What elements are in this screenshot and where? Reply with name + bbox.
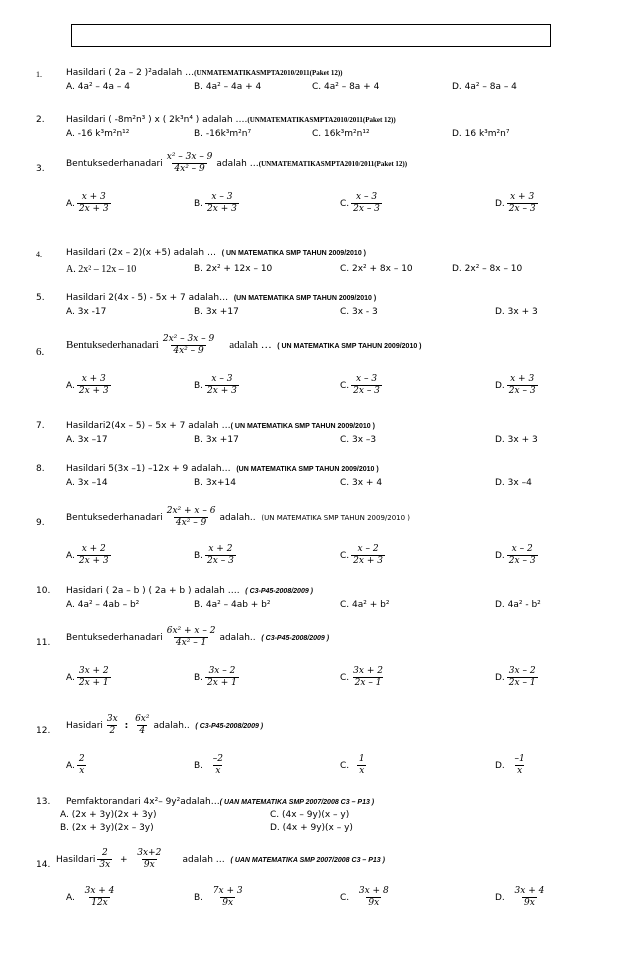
option-a[interactable]: A. $\frac{x + 2}{2x + 3}$ — [66, 544, 109, 566]
option-b[interactable]: B. 3x +17 — [194, 435, 239, 445]
question-stem: Bentuksederhanadari $\frac{\text{6x² + x – 2}}{\text{4x² – 1}}$ adalah.. ( C3-P45-2008/2009 ) — [66, 626, 330, 648]
option-a[interactable]: A. $\frac{2}{x}$ — [66, 754, 85, 776]
option-b[interactable]: B. 4a² – 4ab + b² — [194, 600, 271, 610]
question-number: 1. — [36, 70, 42, 79]
option-a[interactable]: A. $\frac{x + 3}{2x + 3}$ — [66, 374, 109, 396]
option-c[interactable]: C. 2x² + 8x – 10 — [340, 264, 413, 274]
option-c[interactable]: C. 4a² – 8a + 4 — [312, 82, 380, 92]
question-number: 7. — [36, 421, 45, 431]
option-b[interactable]: B. -16k³m²n⁷ — [194, 129, 252, 139]
question-number: 13. — [36, 797, 51, 807]
option-a[interactable]: A. $\frac{3x + 4}{12x}$ — [66, 886, 115, 908]
option-c[interactable]: C. 3x + 4 — [340, 478, 383, 488]
question-stem: Bentuksederhanadari $\frac{\text{x² – 3x – 9}}{\text{4x² – 9}}$ adalah …(UNMATEMATIKASMPTA2010/2011(Paket 12)) — [66, 152, 408, 174]
option-d[interactable]: D. $\frac{3x + 4}{9x}$ — [495, 886, 545, 908]
option-b[interactable]: B. $\frac{x - 3}{2x + 3}$ — [194, 374, 237, 396]
option-c[interactable]: C. $\frac{x - 3}{2x - 3}$ — [340, 192, 380, 214]
option-a[interactable]: A. (2x + 3y)(2x + 3y) — [60, 810, 157, 820]
option-c[interactable]: C. 3x –3 — [340, 435, 377, 445]
question-stem: Hasildari2(4x – 5) – 5x + 7 adalah …( UN MATEMATIKA SMP TAHUN 2009/2010 ) — [66, 421, 375, 431]
option-b[interactable]: B. $\frac{7x + 3}{9x}$ — [194, 886, 243, 908]
option-c[interactable]: C. 3x - 3 — [340, 307, 378, 317]
question-number: 6. — [36, 346, 45, 358]
option-c[interactable]: C. $\frac{3x + 2}{2x - 1}$ — [340, 666, 383, 688]
option-a[interactable]: A. 3x –14 — [66, 478, 108, 488]
option-b[interactable]: B. $\frac{3x - 2}{2x + 1}$ — [194, 666, 237, 688]
option-b[interactable]: B. 2x² + 12x – 10 — [194, 264, 273, 274]
option-d[interactable]: D. 4a² – 8a – 4 — [452, 82, 517, 92]
question-number: 3. — [36, 164, 45, 174]
question-stem: Pemfaktorandari 4x²– 9y²adalah…( UAN MATEMATIKA SMP 2007/2008 C3 – P13 ) — [66, 797, 375, 807]
option-d[interactable]: D. 3x + 3 — [495, 307, 538, 317]
option-b[interactable]: B. (2x + 3y)(2x – 3y) — [60, 823, 154, 833]
option-a[interactable]: A. -16 k³m²n¹² — [66, 129, 130, 139]
option-d[interactable]: D. 3x –4 — [495, 478, 532, 488]
question-stem: Hasildari 5(3x –1) –12x + 9 adalah… (UN MATEMATIKA SMP TAHUN 2009/2010 ) — [66, 464, 379, 474]
question-number: 4. — [36, 250, 42, 259]
question-stem: Bentuksederhanadari $\frac{\text{2x² – 3x – 9}}{\text{4x² – 9}}$ adalah … ( UN MATEMATIKA SMP TAHUN 2009/2010 ) — [66, 334, 422, 356]
question-number: 10. — [36, 586, 51, 596]
question-stem: Hasildari ( 2a – 2 )²adalah …(UNMATEMATIKASMPTA2010/2011(Paket 12)) — [66, 68, 343, 78]
question-stem: Bentuksederhanadari $\frac{\text{2x² + x – 6}}{\text{4x² – 9}}$ adalah.. (UN MATEMATIKA SMP TAHUN 2009/2010 ) — [66, 506, 411, 528]
option-d[interactable]: D. 16 k³m²n⁷ — [452, 129, 510, 139]
option-d[interactable]: D. $\frac{-1}{x}$ — [495, 754, 525, 776]
option-b[interactable]: B. 3x+14 — [194, 478, 236, 488]
question-stem: Hasildari 2(4x - 5) - 5x + 7 adalah… (UN MATEMATIKA SMP TAHUN 2009/2010 ) — [66, 293, 377, 303]
option-c[interactable]: C. (4x – 9y)(x – y) — [270, 810, 350, 820]
option-b[interactable]: B. 3x +17 — [194, 307, 239, 317]
question-number: 12. — [36, 726, 51, 736]
question-stem: Hasildari ( -8m²n³ ) x ( 2k³n⁴ ) adalah ….(UNMATEMATIKASMPTA2010/2011(Paket 12)) — [66, 115, 396, 125]
option-b[interactable]: B. $\frac{x + 2}{2x - 3}$ — [194, 544, 234, 566]
question-number: 2. — [36, 115, 45, 125]
question-number: 9. — [36, 518, 45, 528]
question-number: 8. — [36, 464, 45, 474]
header-box — [71, 24, 551, 47]
option-c[interactable]: C. $\frac{1}{x}$ — [340, 754, 365, 776]
option-d[interactable]: D. 2x² – 8x – 10 — [452, 264, 523, 274]
option-b[interactable]: B. $\frac{-2}{x}$ — [194, 754, 224, 776]
option-a[interactable]: A. $\frac{3x + 2}{2x + 1}$ — [66, 666, 109, 688]
question-number: 11. — [36, 638, 51, 648]
option-a[interactable]: A. 4a² – 4ab – b² — [66, 600, 140, 610]
option-c[interactable]: C. 4a² + b² — [340, 600, 390, 610]
option-c[interactable]: C. 16k³m²n¹² — [312, 129, 370, 139]
option-c[interactable]: C. $\frac{3x + 8}{9x}$ — [340, 886, 389, 908]
option-c[interactable]: C. $\frac{x - 3}{2x - 3}$ — [340, 374, 380, 396]
question-stem: Hasidari $\frac{3x}{2}$ : $\frac{\text{6x²}}{4}$ adalah.. ( C3-P45-2008/2009 ) — [66, 714, 264, 736]
question-stem: Hasildari $\frac{2}{3x}$ + $\frac{3x+2}{9x}$ adalah … ( UAN MATEMATIKA SMP 2007/2008 C3 – P13 ) — [56, 848, 385, 870]
option-d[interactable]: D. $\frac{3x - 2}{2x - 1}$ — [495, 666, 536, 688]
question-stem: Hasildari (2x – 2)(x +5) adalah … ( UN MATEMATIKA SMP TAHUN 2009/2010 ) — [66, 248, 366, 258]
option-d[interactable]: D. $\frac{x + 3}{2x - 3}$ — [495, 374, 536, 396]
option-d[interactable]: D. 4a² - b² — [495, 600, 541, 610]
option-b[interactable]: B. $\frac{x - 3}{2x + 3}$ — [194, 192, 237, 214]
option-a[interactable]: A. 3x –17 — [66, 435, 108, 445]
option-d[interactable]: D. $\frac{x - 2}{2x - 3}$ — [495, 544, 536, 566]
option-a[interactable]: A. 2x² – 12x – 10 — [66, 264, 137, 275]
option-d[interactable]: D. (4x + 9y)(x – y) — [270, 823, 353, 833]
question-stem: Hasidari ( 2a – b ) ( 2a + b ) adalah …. ( C3-P45-2008/2009 ) — [66, 586, 314, 596]
option-d[interactable]: D. $\frac{x + 3}{2x - 3}$ — [495, 192, 536, 214]
option-b[interactable]: B. 4a² – 4a + 4 — [194, 82, 262, 92]
option-a[interactable]: A. $\frac{x + 3}{2x + 3}$ — [66, 192, 109, 214]
question-number: 5. — [36, 293, 45, 303]
option-a[interactable]: A. 3x -17 — [66, 307, 107, 317]
question-number: 14. — [36, 860, 51, 870]
option-a[interactable]: A. 4a² – 4a – 4 — [66, 82, 130, 92]
option-d[interactable]: D. 3x + 3 — [495, 435, 538, 445]
option-c[interactable]: C. $\frac{x - 2}{2x + 3}$ — [340, 544, 383, 566]
